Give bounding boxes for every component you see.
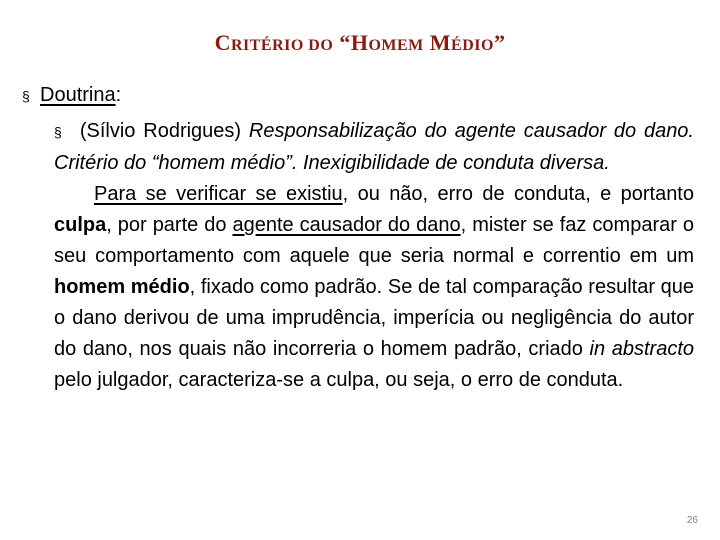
title-quote-close: ” — [493, 30, 506, 55]
title-letter: H — [350, 30, 369, 55]
paragraph-text: , fixado como padrão. Se de tal comparação resultar que o dano derivou de uma imprudência, imperícia ou negligência do autor do dano, nos quais não incorreria o homem padrão, criado — [54, 276, 694, 360]
doctrine-bullet-icon: § — [54, 124, 62, 140]
doctrine-paragraph — [54, 179, 694, 396]
doctrine-summary-text: Responsabilização do agente causador do dano. Critério do “homem médio”. Inexigibilidade de conduta diversa. — [54, 120, 694, 174]
section-colon: : — [115, 84, 122, 106]
title-text: ÉDIO — [451, 37, 494, 54]
paragraph-text: , mister se faz comparar o seu comportamento com aquele que seria normal e correntio em um — [54, 214, 694, 267]
title-quote-open: “ — [339, 30, 351, 55]
title-letter: C — [214, 30, 231, 55]
page-number: 26 — [686, 515, 698, 526]
paragraph-text: pelo julgador, caracteriza-se a culpa, ou seja, o erro de conduta. — [54, 369, 624, 391]
paragraph-underlined-agent: agente causador do dano — [232, 214, 461, 236]
section-heading — [22, 84, 121, 107]
doctrine-block — [54, 116, 694, 396]
paragraph-italic-in-abstracto: in abstracto — [589, 338, 695, 360]
paragraph-underlined-intro: Para se verificar se existiu — [94, 183, 343, 205]
title-text: OMEM — [368, 37, 424, 54]
paragraph-bold-culpa: culpa — [54, 214, 107, 236]
title-letter: M — [429, 30, 452, 55]
section-label: Doutrina — [40, 84, 116, 106]
paragraph-text: , por parte do — [106, 214, 233, 236]
doctrine-author: (Sílvio Rodrigues) — [79, 120, 242, 142]
slide-title — [0, 30, 720, 56]
doctrine-summary — [54, 116, 694, 179]
title-text: RITÉRIO DO — [230, 37, 334, 54]
section-bullet-icon: § — [22, 88, 30, 104]
paragraph-text: , ou não, erro de conduta, e portanto — [342, 183, 694, 205]
paragraph-bold-homem-medio: homem médio — [54, 276, 190, 298]
